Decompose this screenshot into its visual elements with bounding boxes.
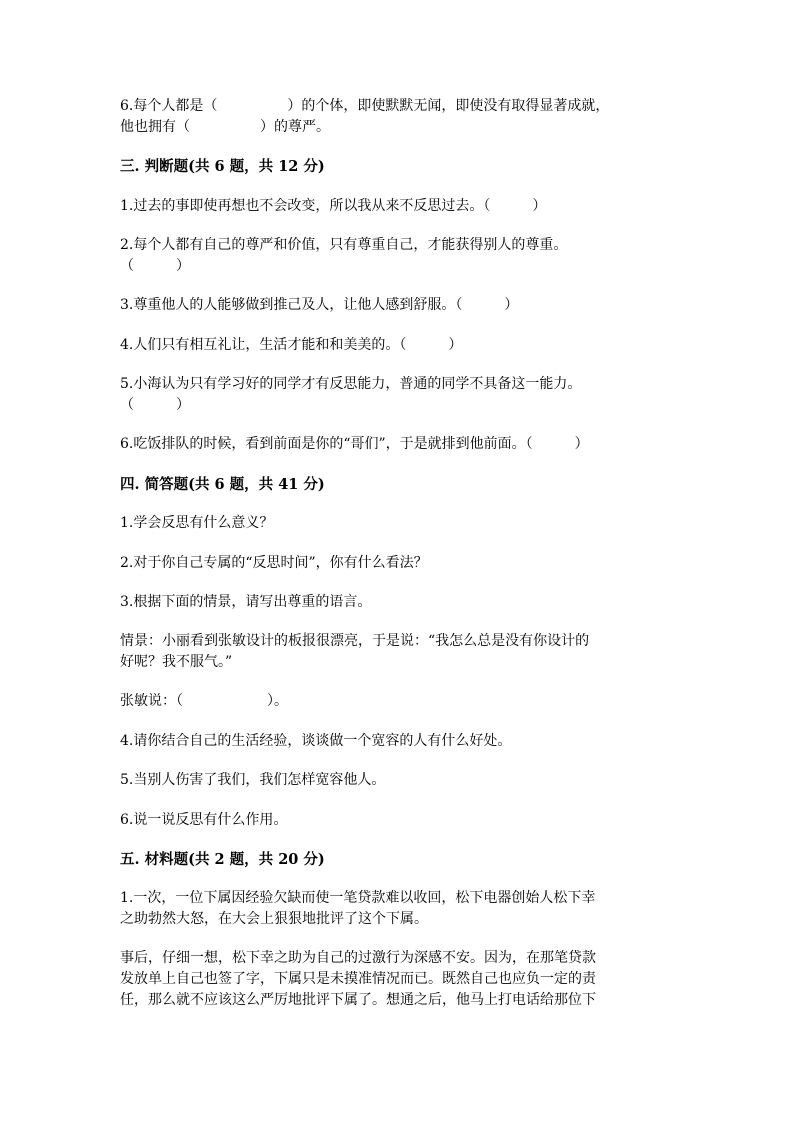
short-answer-question-1: 1.学会反思有什么意义？ xyxy=(120,515,274,531)
short-answer-question-3-answer: 张敏说：（ ）。 xyxy=(120,693,288,709)
true-false-question-2: 2.每个人都有自己的尊严和价值，只有尊重自己，才能获得别人的尊重。 （ ） xyxy=(120,237,568,274)
short-answer-question-4: 4.请你结合自己的生活经验，谈谈做一个宽容的人有什么好处。 xyxy=(120,733,512,749)
material-question-1-paragraph-1: 1.一次，一位下属因经验欠缺而使一笔贷款难以收回，松下电器创始人松下幸 之助勃然大怒，在大会上狠狠地批评了这个下属。 xyxy=(120,890,596,927)
short-answer-question-2: 2.对于你自己专属的“反思时间”，你有什么看法？ xyxy=(120,555,428,571)
short-answer-question-5: 5.当别人伤害了我们，我们怎样宽容他人。 xyxy=(120,772,386,788)
true-false-question-3: 3.尊重他人的人能够做到推己及人，让他人感到舒服。（ ） xyxy=(120,297,519,313)
short-answer-question-3: 3.根据下面的情景，请写出尊重的语言。 xyxy=(120,594,372,610)
material-question-1-paragraph-2: 事后，仔细一想，松下幸之助为自己的过激行为深感不安。因为，在那笔贷款 发放单上自己也签了字，下属只是未摸准情况而已。既然自己也应负一定的责 任，那么就不应该这么严厉地批评下属了。想通之后，他马上打电话给那位下 xyxy=(120,950,596,1008)
true-false-question-6: 6.吃饭排队的时候，看到前面是你的“哥们”，于是就排到他前面。（ ） xyxy=(120,436,589,452)
true-false-question-4: 4.人们只有相互礼让，生活才能和和美美的。（ ） xyxy=(120,337,463,353)
short-answer-question-6: 6.说一说反思有什么作用。 xyxy=(120,812,288,828)
section-heading-short-answer: 四. 简答题(共 6 题，共 41 分) xyxy=(120,476,325,493)
true-false-question-5: 5.小海认为只有学习好的同学才有反思能力，普通的同学不具备这一能力。 （ ） xyxy=(120,376,582,413)
true-false-question-1: 1.过去的事即使再想也不会改变，所以我从来不反思过去。（ ） xyxy=(120,198,547,214)
section-heading-true-false: 三. 判断题(共 6 题，共 12 分) xyxy=(120,158,325,175)
section-heading-material: 五. 材料题(共 2 题，共 20 分) xyxy=(120,851,325,868)
fill-blank-question-6: 6.每个人都是（ ）的个体，即使默默无闻，即使没有取得显著成就， 他也拥有（ ）的尊严。 xyxy=(120,98,610,135)
short-answer-question-3-scene: 情景：小丽看到张敏设计的板报很漂亮，于是说：“我怎么总是没有你设计的 好呢？我不服气。” xyxy=(120,633,590,670)
